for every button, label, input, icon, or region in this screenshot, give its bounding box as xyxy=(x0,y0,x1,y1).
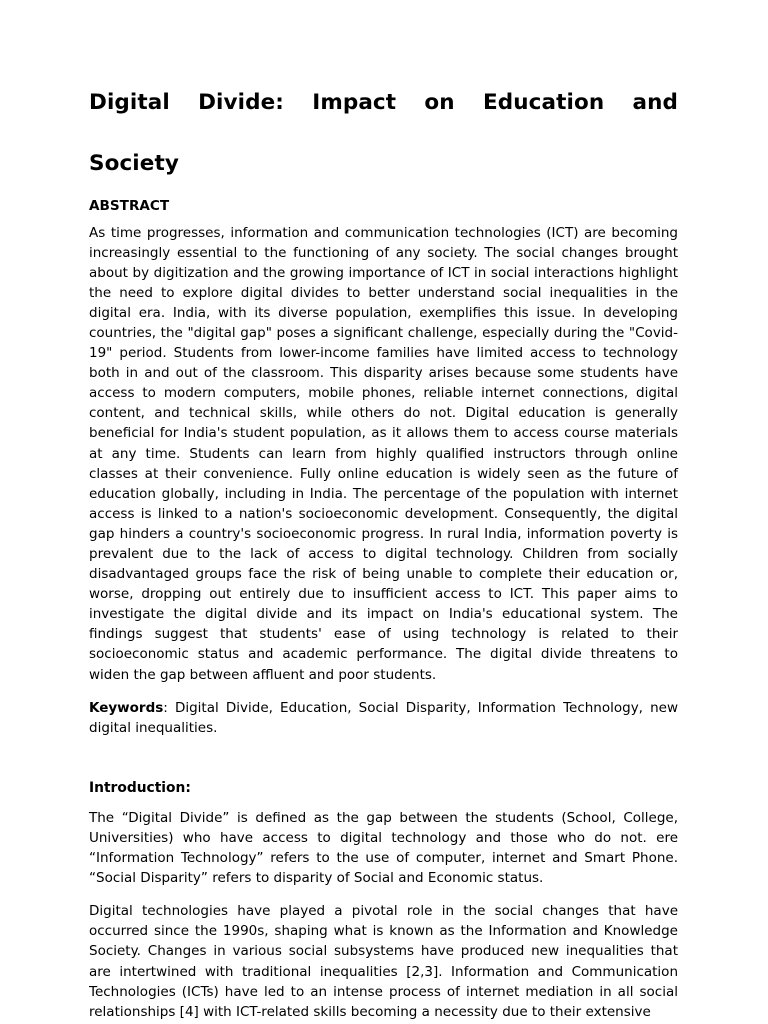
introduction-paragraph-2: Digital technologies have played a pivotal role in the social changes that have occurred since the 1990s, shaping what is known as the Information and Knowledge Society. Changes in various social subsystems have produced new inequalities that are intertwined with traditional inequalities [2,3]. Information and Communication Technologies (ICTs) have led to an intense process of internet mediation in all social relationships [4] with ICT-related skills becoming a necessity due to their extensive xyxy=(89,903,678,1020)
page-title-line-1: Digital Divide: Impact on Education and xyxy=(89,90,678,115)
keywords-line xyxy=(89,698,678,738)
keywords-separator: : xyxy=(163,699,175,716)
page-title-line-2: Society xyxy=(89,151,179,176)
abstract-text: As time progresses, information and communication technologies (ICT) are becoming increasingly essential to the functioning of any society. The social changes brought about by digitization and the growing importance of ICT in social interactions highlight the need to explore digital divides to better understand social inequalities in the digital era. India, with its diverse population, exemplifies this issue. In developing countries, the "digital gap" poses a significant challenge, especially during the "Covid-19" period. Students from lower-income families have limited access to technology both in and out of the classroom. This disparity arises because some students have access to modern computers, mobile phones, reliable internet connections, digital content, and technical skills, while others do not. Digital education is generally beneficial for India's student population, as it allows them to access course materials at any time. Students can learn from highly qualified instructors through online classes at their convenience. Fully online education is widely seen as the future of education globally, including in India. The percentage of the population with internet access is linked to a nation's socioeconomic development. Consequently, the digital gap hinders a country's socioeconomic progress. In rural India, information poverty is prevalent due to the lack of access to digital technology. Children from socially disadvantaged groups face the risk of being unable to complete their education or, worse, dropping out entirely due to insufficient access to ICT. This paper aims to investigate the digital divide and its impact on India's educational system. The findings suggest that students' ease of using technology is related to their socioeconomic status and academic performance. The digital divide threatens to widen the gap between affluent and poor students. xyxy=(89,224,678,683)
keywords-label: Keywords xyxy=(89,699,164,716)
introduction-paragraph-1: The “Digital Divide” is defined as the gap between the students (School, College, Universities) who have access to digital technology and those who do not. ere “Information Technology” refers to the use of computer, internet and Smart Phone. “Social Disparity” refers to disparity of Social and Economic status. xyxy=(89,809,678,887)
introduction-heading: Introduction: xyxy=(89,779,191,796)
keywords-values: Digital Divide, Education, Social Disparity, Information Technology, new digital inequalities. xyxy=(89,699,678,736)
page-title xyxy=(89,88,678,180)
abstract-heading: ABSTRACT xyxy=(89,197,170,214)
